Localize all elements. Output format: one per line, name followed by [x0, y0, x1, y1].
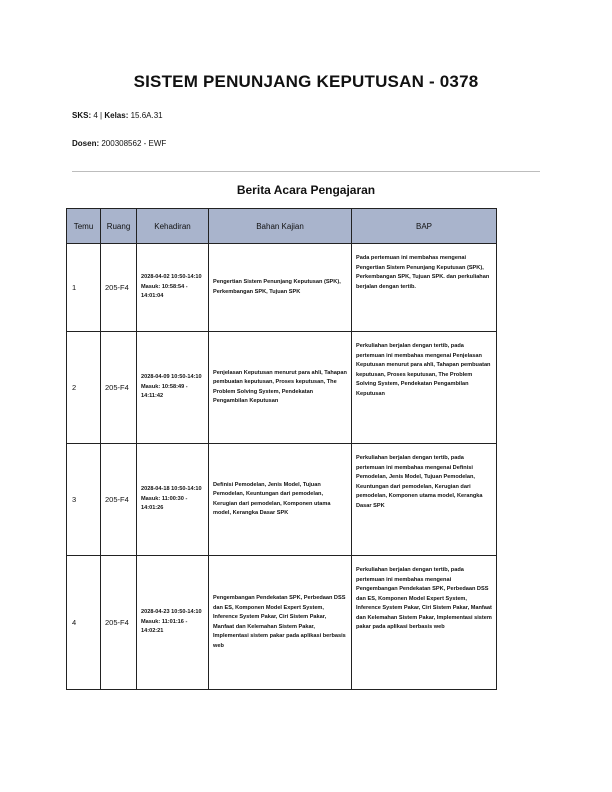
- dosen-line: [72, 139, 166, 148]
- sks-kelas-line: [72, 111, 163, 120]
- cell-temu: 1: [67, 244, 101, 332]
- cell-bap: Perkuliahan berjalan dengan tertib, pada pertemuan ini membahas mengenai Pengembangan Pendekatan SPK, Perbedaan DSS dan ES, Komponen Model Expert System, Inference System Pakar, Ciri Sistem Pakar, Manfaat dan Kelemahan Sistem Pakar, Implementasi sistem pakar pada aplikasi berbasis web: [352, 556, 497, 690]
- cell-kehadiran: 2028-04-18 10:50-14:10 Masuk: 11:00:30 - 14:01:26: [137, 444, 209, 556]
- header-bap: BAP: [352, 209, 497, 244]
- divider: [72, 171, 540, 172]
- kelas-label: Kelas:: [104, 111, 129, 120]
- sks-label: SKS:: [72, 111, 92, 120]
- table-header-row: [67, 209, 497, 244]
- dosen-label: Dosen:: [72, 139, 100, 148]
- cell-bahan-kajian: Penjelasan Keputusan menurut para ahli, Tahapan pembuatan keputusan, Proses keputusan, The Problem Solving System, Pendekatan Pengambilan Keputusan: [209, 332, 352, 444]
- cell-bap: Perkuliahan berjalan dengan tertib, pada pertemuan ini membahas mengenai Definisi Pemodelan, Jenis Model, Tujuan Pemodelan, Keuntungan dari pemodelan, Kerugian dari pemodelan, Komponen utama model, Kerangka Dasar SPK: [352, 444, 497, 556]
- cell-ruang: 205-F4: [101, 444, 137, 556]
- page-title: SISTEM PENUNJANG KEPUTUSAN - 0378: [133, 72, 479, 91]
- kelas-value: 15.6A.31: [130, 111, 163, 120]
- cell-temu: 3: [67, 444, 101, 556]
- header-ruang: Ruang: [101, 209, 137, 244]
- cell-bahan-kajian: Pengertian Sistem Penunjang Keputusan (SPK), Perkembangan SPK, Tujuan SPK: [209, 244, 352, 332]
- table-row: [67, 244, 497, 332]
- cell-bahan-kajian: Definisi Pemodelan, Jenis Model, Tujuan Pemodelan, Keuntungan dari pemodelan, Kerugian dari pemodelan, Komponen utama model, Kerangka Dasar SPK: [209, 444, 352, 556]
- table-row: [67, 444, 497, 556]
- header-bahan-kajian: Bahan Kajian: [209, 209, 352, 244]
- cell-bahan-kajian: Pengembangan Pendekatan SPK, Perbedaan DSS dan ES, Komponen Model Expert System, Inference System Pakar, Ciri Sistem Pakar, Manfaat dan Kelemahan Sistem Pakar, Implementasi sistem pakar pada aplikasi berbasis web: [209, 556, 352, 690]
- section-title: Berita Acara Pengajaran: [236, 183, 376, 197]
- cell-bap: Perkuliahan berjalan dengan tertib, pada pertemuan ini membahas mengenai Penjelasan Keputusan menurut para ahli, Tahapan pembuatan keputusan, Proses keputusan, The Problem Solving System, Pendekatan Pengambilan Keputusan: [352, 332, 497, 444]
- cell-temu: 4: [67, 556, 101, 690]
- cell-ruang: 205-F4: [101, 332, 137, 444]
- cell-kehadiran: 2028-04-09 10:50-14:10 Masuk: 10:58:49 - 14:11:42: [137, 332, 209, 444]
- cell-temu: 2: [67, 332, 101, 444]
- cell-kehadiran: 2028-04-23 10:50-14:10 Masuk: 11:01:16 - 14:02:21: [137, 556, 209, 690]
- bap-table: [66, 208, 497, 690]
- table-row: [67, 556, 497, 690]
- table-row: [67, 332, 497, 444]
- cell-bap: Pada pertemuan ini membahas mengenai Pengertian Sistem Penunjang Keputusan (SPK), Perkembangan SPK, Tujuan SPK. dan perkuliahan berjalan dengan tertib.: [352, 244, 497, 332]
- header-kehadiran: Kehadiran: [137, 209, 209, 244]
- cell-ruang: 205-F4: [101, 556, 137, 690]
- dosen-value: 200308562 - EWF: [101, 139, 167, 148]
- sks-value: 4 |: [93, 111, 105, 120]
- cell-kehadiran: 2028-04-02 10:50-14:10 Masuk: 10:58:54 - 14:01:04: [137, 244, 209, 332]
- cell-ruang: 205-F4: [101, 244, 137, 332]
- header-temu: Temu: [67, 209, 101, 244]
